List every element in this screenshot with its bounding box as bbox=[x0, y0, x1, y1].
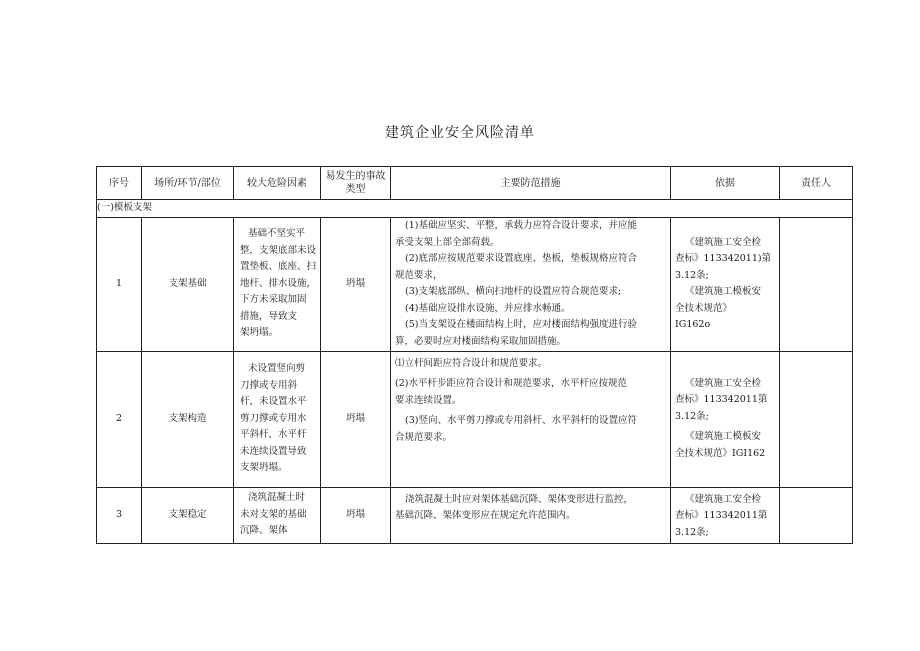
measure-line: 要求连续设置。 bbox=[395, 394, 462, 406]
row-place: 支架构造 bbox=[142, 351, 234, 487]
measure-line: (3)竖向、水平剪刀撑或专用斜杆、水平斜杆的设置应符 bbox=[405, 415, 637, 426]
header-seq: 序号 bbox=[97, 167, 142, 200]
measure-line: (1)基础应坚实、平整，承载力应符合设计要求，并应能 bbox=[405, 220, 637, 231]
basis-line: 3.12条; bbox=[675, 526, 709, 538]
hazard-line: 整，支架底部未设 bbox=[240, 244, 317, 256]
hazard-line: 杆，未设置水平 bbox=[240, 396, 307, 408]
hazard-line: 剪刀撑或专用水 bbox=[240, 412, 307, 424]
table-row bbox=[97, 351, 853, 487]
section-row bbox=[97, 200, 853, 218]
table-row bbox=[97, 217, 853, 351]
row-seq: 2 bbox=[97, 351, 142, 487]
header-accident: 易发生的事故类型 bbox=[321, 167, 391, 200]
measure-line: (3)支架底部纵、横向扫地杆的设置应符合规范要求; bbox=[405, 286, 622, 297]
hazard-line: 支架坍塌。 bbox=[240, 462, 288, 474]
measure-line: (4)基础应设排水设施，并应排水畅通。 bbox=[405, 302, 571, 314]
basis-line: IG162o bbox=[675, 319, 711, 330]
row-hazard bbox=[234, 487, 321, 543]
row-measures bbox=[391, 351, 671, 487]
measure-line: ⑴立杆间距应符合设计和规范要求。 bbox=[395, 357, 548, 369]
basis-line: 《建筑施工安全检 bbox=[685, 493, 762, 505]
row-basis bbox=[671, 351, 780, 487]
basis-line: 3.12条; bbox=[675, 269, 709, 281]
row-seq: 1 bbox=[97, 217, 142, 351]
measure-line: 承受支架上部全部荷载。 bbox=[395, 236, 500, 248]
row-accident: 坍塌 bbox=[321, 351, 391, 487]
header-place: 场所/环节/部位 bbox=[142, 167, 234, 200]
row-basis bbox=[671, 217, 780, 351]
row-measures bbox=[391, 487, 671, 543]
row-basis bbox=[671, 487, 780, 543]
basis-line: 《建筑施工安全检 bbox=[685, 236, 762, 248]
row-owner bbox=[780, 487, 853, 543]
basis-line: 查标》113342011第 bbox=[675, 394, 768, 406]
measure-line: (5)当支架设在楼面结构上时，应对楼面结构强度进行验 bbox=[405, 319, 637, 330]
hazard-line: 基础不坚实平 bbox=[248, 228, 306, 240]
hazard-line: 措施，导致支 bbox=[240, 310, 298, 322]
basis-line: 查标》113342011)第 bbox=[675, 253, 772, 264]
row-hazard bbox=[234, 351, 321, 487]
basis-line: 3.12条; bbox=[675, 410, 709, 422]
row-hazard bbox=[234, 217, 321, 351]
hazard-line: 置垫板、底座、扫 bbox=[240, 261, 317, 273]
hazard-line: 地杆、排水设施， bbox=[240, 277, 317, 289]
measure-line: 浇筑混凝土时应对架体基础沉降、架体变形进行监控， bbox=[405, 493, 634, 505]
hazard-line: 下方未采取加固 bbox=[240, 294, 307, 306]
row-accident: 坍塌 bbox=[321, 487, 391, 543]
hazard-line: 未对支架的基础 bbox=[240, 508, 307, 520]
row-owner bbox=[780, 351, 853, 487]
measure-line: 规范要求， bbox=[395, 269, 443, 281]
basis-line: 全技术规范》 bbox=[675, 302, 733, 314]
measure-line: 合规范要求。 bbox=[395, 431, 453, 443]
measure-line: 基础沉降、架体变形应在规定允许范围内。 bbox=[395, 510, 576, 521]
basis-line: 《建筑施工模板安 bbox=[685, 431, 762, 443]
hazard-line: 未设置竖向剪 bbox=[248, 363, 306, 375]
document-title: 建筑企业安全风险清单 bbox=[385, 125, 535, 141]
row-owner bbox=[780, 217, 853, 351]
measure-line: 算，必要时应对楼面结构采取加固措施。 bbox=[395, 335, 567, 347]
table-header-row bbox=[97, 167, 853, 200]
measure-line: (2)底部应按规范要求设置底座、垫板，垫板规格应符合 bbox=[405, 253, 637, 264]
hazard-line: 沉降、架体 bbox=[240, 525, 288, 537]
basis-line: 《建筑施工安全检 bbox=[685, 377, 762, 389]
hazard-line: 刀撑或专用斜 bbox=[240, 379, 298, 391]
row-place: 支架稳定 bbox=[142, 487, 234, 543]
hazard-line: 浇筑混凝土时 bbox=[248, 492, 306, 504]
row-place: 支架基础 bbox=[142, 217, 234, 351]
table-row bbox=[97, 487, 853, 543]
header-basis: 依据 bbox=[671, 167, 780, 200]
basis-line: 《建筑施工模板安 bbox=[685, 286, 762, 297]
hazard-line: 平斜杆，水平杆 bbox=[240, 429, 307, 441]
hazard-line: 未连续设置导致 bbox=[240, 445, 307, 457]
basis-line: 查标》113342011第 bbox=[675, 510, 768, 521]
row-accident: 坍塌 bbox=[321, 217, 391, 351]
section-label: (一)模板支架 bbox=[97, 200, 853, 218]
measure-line: (2)水平杆步距应符合设计和规范要求，水平杆应按规范 bbox=[395, 378, 627, 389]
header-owner: 责任人 bbox=[780, 167, 853, 200]
header-measures: 主要防范措施 bbox=[391, 167, 671, 200]
hazard-line: 架坍塌。 bbox=[240, 327, 279, 339]
risk-table bbox=[96, 166, 853, 544]
header-hazard: 较大危险因素 bbox=[234, 167, 321, 200]
basis-line: 全技术规范》IGI162 bbox=[675, 447, 766, 459]
row-measures bbox=[391, 217, 671, 351]
row-seq: 3 bbox=[97, 487, 142, 543]
